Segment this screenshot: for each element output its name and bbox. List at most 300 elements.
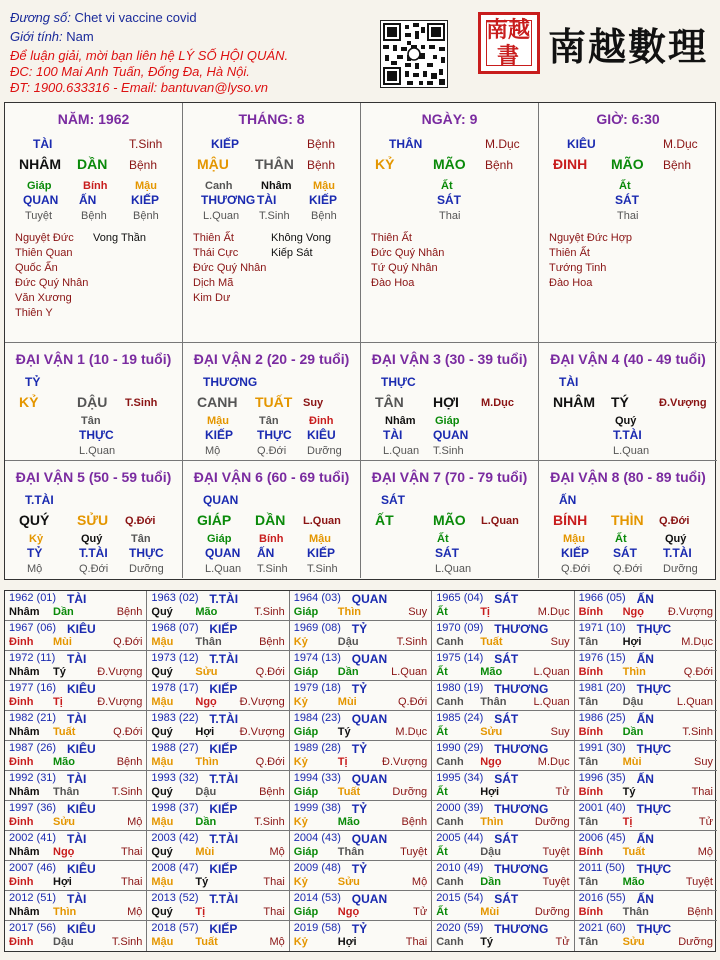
year-branch: Mùi <box>480 906 500 918</box>
year-life-stage: Tử <box>555 786 570 798</box>
year-life-stage: T.Sinh <box>396 636 428 648</box>
earthly-branch: DẦN <box>77 156 108 172</box>
luck-stem: TÂN <box>375 394 404 410</box>
auspicious-star: Nguyệt Đức <box>15 232 74 244</box>
year-life-stage: Suy <box>550 636 570 648</box>
luck-pillar-title: ĐẠI VẬN 5 (50 - 59 tuổi) <box>15 469 172 485</box>
year-branch: Thìn <box>337 606 362 618</box>
year-cell <box>290 861 432 891</box>
year-label: 2014 (53) <box>293 892 341 904</box>
year-label: 1978 (17) <box>151 682 199 694</box>
year-branch: Tị <box>480 606 490 618</box>
year-ten-god: THƯƠNG <box>494 622 549 636</box>
year-stem: Bính <box>578 786 604 798</box>
year-ten-god: KIÊU <box>67 742 96 756</box>
earthly-branch: THÂN <box>255 156 294 172</box>
luck-pillar-title: ĐẠI VẬN 1 (10 - 19 tuổi) <box>15 351 172 367</box>
year-ten-god: QUAN <box>351 652 388 666</box>
year-ten-god: QUAN <box>351 892 388 906</box>
year-cell <box>432 741 574 771</box>
year-branch: Tý <box>337 726 351 738</box>
year-ten-god: TÀI <box>67 892 87 906</box>
year-label: 1989 (28) <box>293 742 341 754</box>
year-life-stage: Suy <box>550 726 570 738</box>
year-label: 1988 (27) <box>151 742 199 754</box>
year-life-stage: Dưỡng <box>534 906 570 918</box>
year-branch: Mão <box>622 876 645 888</box>
year-label: 2000 (39) <box>436 802 484 814</box>
luck-hidden-stage: T.Sinh <box>257 563 288 575</box>
year-label: 1986 (25) <box>578 712 626 724</box>
luck-hidden-ten-god: KIÊU <box>307 428 336 442</box>
year-branch: Dậu <box>195 786 217 798</box>
luck-hidden-stem: Mậu <box>207 415 229 427</box>
year-stem: Giáp <box>293 726 319 738</box>
luck-life-stage: Đ.Vượng <box>659 397 707 409</box>
luck-hidden-stem: Tân <box>131 533 151 545</box>
year-life-stage: Tuyệt <box>400 846 428 858</box>
year-cell <box>147 801 289 831</box>
year-label: 2015 (54) <box>436 892 484 904</box>
luck-hidden-stem: Ất <box>615 533 627 545</box>
luck-stem: NHÂM <box>553 394 595 410</box>
year-label: 1963 (02) <box>151 592 199 604</box>
year-branch: Tý <box>480 936 494 948</box>
luck-hidden-stage: Dưỡng <box>307 445 342 457</box>
year-cell <box>575 831 717 861</box>
year-life-stage: M.Dục <box>681 636 713 648</box>
year-cell <box>5 891 147 921</box>
year-cell <box>432 621 574 651</box>
luck-pillar-cell <box>539 343 717 461</box>
year-stem: Quý <box>151 726 173 738</box>
year-label: 1990 (29) <box>436 742 484 754</box>
ten-god-label: KIẾP <box>211 137 240 151</box>
luck-hidden-stem: Quý <box>665 533 687 545</box>
year-stem: Quý <box>151 606 173 618</box>
year-life-stage: Tuyệt <box>542 846 570 858</box>
luck-hidden-stem: Mậu <box>563 533 585 545</box>
year-ten-god: TỶ <box>351 682 368 696</box>
luck-hidden-stage: Dưỡng <box>663 563 698 575</box>
year-cell <box>290 801 432 831</box>
year-stem: Kỷ <box>293 816 308 828</box>
year-label: 1999 (38) <box>293 802 341 814</box>
year-ten-god: ẤN <box>636 652 654 666</box>
auspicious-star: Tứ Quý Nhân <box>371 262 438 274</box>
hidden-stage: Bệnh <box>81 210 107 222</box>
heavenly-stem: MẬU <box>197 156 229 172</box>
year-stem: Ất <box>436 666 448 678</box>
luck-ten-god: ẤN <box>559 493 577 507</box>
year-cell <box>147 891 289 921</box>
luck-hidden-stage: L.Quan <box>79 445 116 457</box>
year-ten-god: TỶ <box>351 922 368 936</box>
luck-hidden-stage: T.Sinh <box>307 563 338 575</box>
year-ten-god: TÀI <box>67 832 87 846</box>
year-branch: Thân <box>480 696 507 708</box>
year-branch: Sửu <box>337 876 360 888</box>
year-life-stage: M.Dục <box>537 606 570 618</box>
year-branch: Tý <box>53 666 66 678</box>
year-branch: Thân <box>195 636 222 648</box>
year-cell <box>5 711 147 741</box>
year-cell <box>432 591 574 621</box>
year-life-stage: Bệnh <box>259 636 285 648</box>
year-label: 2011 (50) <box>578 862 625 874</box>
year-life-stage: M.Dục <box>537 756 570 768</box>
year-label: 1973 (12) <box>151 652 199 664</box>
year-label: 1992 (31) <box>9 772 57 784</box>
year-cell <box>575 741 717 771</box>
year-label: 1966 (05) <box>578 592 626 604</box>
luck-hidden-ten-god: THỰC <box>257 428 292 442</box>
year-label: 1964 (03) <box>293 592 341 604</box>
year-ten-god: SÁT <box>494 892 519 906</box>
year-cell <box>147 831 289 861</box>
year-ten-god: ẤN <box>636 892 654 906</box>
year-cell <box>432 711 574 741</box>
year-ten-god: QUAN <box>351 772 388 786</box>
year-branch: Tý <box>622 786 636 798</box>
year-cell <box>290 681 432 711</box>
auspicious-star: Đào Hoa <box>371 277 415 289</box>
brand-title: 南越數理 <box>548 24 709 69</box>
year-stem: Bính <box>578 666 604 678</box>
luck-pillar-cell <box>361 343 539 461</box>
year-stem: Bính <box>578 726 604 738</box>
year-life-stage: Đ.Vượng <box>239 726 285 738</box>
year-cell <box>575 711 717 741</box>
year-stem: Quý <box>151 786 173 798</box>
year-ten-god: KIÊU <box>67 922 96 936</box>
year-branch: Sửu <box>195 666 218 678</box>
year-label: 1970 (09) <box>436 622 484 634</box>
year-cell <box>5 831 147 861</box>
year-stem: Giáp <box>293 906 319 918</box>
year-label: 1972 (11) <box>9 652 56 664</box>
luck-pillar-title: ĐẠI VẬN 6 (60 - 69 tuổi) <box>193 469 350 485</box>
year-branch: Mùi <box>337 696 357 708</box>
year-label: 2013 (52) <box>151 892 199 904</box>
hidden-ten-god: SÁT <box>615 193 639 207</box>
luck-branch: SỬU <box>77 512 109 528</box>
luck-hidden-stage: Dưỡng <box>129 563 164 575</box>
year-ten-god: SÁT <box>494 712 519 726</box>
year-cell <box>5 651 147 681</box>
year-stem: Ất <box>436 906 448 918</box>
luck-hidden-ten-god: T.TÀI <box>79 546 108 560</box>
year-stem: Canh <box>436 816 464 828</box>
year-life-stage: Q.Đới <box>683 666 713 678</box>
year-life-stage: Dưỡng <box>534 816 570 828</box>
year-branch: Dần <box>195 816 217 828</box>
year-life-stage: Tuyệt <box>542 876 570 888</box>
ten-god-label: TÀI <box>33 137 53 151</box>
year-label: 1997 (36) <box>9 802 57 814</box>
luck-pillar-title: ĐẠI VẬN 4 (40 - 49 tuổi) <box>550 351 706 367</box>
luck-hidden-ten-god: THỰC <box>79 428 114 442</box>
year-ten-god: KIÊU <box>67 862 96 876</box>
luck-life-stage: Q.Đới <box>125 515 156 527</box>
year-life-stage: Q.Đới <box>113 636 143 648</box>
year-cell <box>432 831 574 861</box>
year-label: 1985 (24) <box>436 712 484 724</box>
year-stem: Kỷ <box>293 756 308 768</box>
hidden-stem: Bính <box>83 180 108 192</box>
year-stem: Tân <box>578 696 599 708</box>
inauspicious-star: Kiếp Sát <box>271 247 313 259</box>
year-ten-god: TÀI <box>67 652 87 666</box>
year-stem: Tân <box>578 936 599 948</box>
year-ten-god: T.TÀI <box>209 832 239 846</box>
luck-hidden-stage: L.Quan <box>383 445 420 457</box>
year-life-stage: Suy <box>694 756 713 768</box>
year-life-stage: Dưỡng <box>678 936 713 948</box>
year-cell <box>432 861 574 891</box>
hidden-stage: Tuyệt <box>25 210 53 222</box>
luck-branch: DẦN <box>255 512 286 528</box>
branch-stage: Bệnh <box>485 158 514 172</box>
year-label: 1975 (14) <box>436 652 484 664</box>
year-stem: Đinh <box>9 636 34 648</box>
year-cell <box>575 591 717 621</box>
year-label: 1987 (26) <box>9 742 57 754</box>
year-ten-god: THỰC <box>636 682 672 696</box>
year-stem: Tân <box>578 876 599 888</box>
qr-code-graphic <box>381 21 447 87</box>
year-branch: Tuất <box>480 636 503 648</box>
year-life-stage: Mộ <box>411 876 428 888</box>
year-life-stage: Thai <box>263 906 285 918</box>
year-label: 2008 (47) <box>151 862 199 874</box>
year-branch: Ngọ <box>480 756 502 768</box>
year-label: 1994 (33) <box>293 772 341 784</box>
year-stem: Canh <box>436 756 464 768</box>
year-branch: Sửu <box>480 726 503 738</box>
year-branch: Mùi <box>622 756 642 768</box>
year-stem: Đinh <box>9 936 34 948</box>
year-ten-god: SÁT <box>494 832 519 846</box>
life-stage-label: T.Sinh <box>129 137 163 151</box>
auspicious-star: Thái Cực <box>193 247 239 259</box>
year-ten-god: T.TÀI <box>209 652 239 666</box>
year-ten-god: THƯƠNG <box>494 742 549 756</box>
luck-hidden-stem: Giáp <box>207 533 232 545</box>
year-branch: Thân <box>53 786 80 798</box>
year-cell <box>5 621 147 651</box>
owner-label: Đương số: <box>10 10 71 25</box>
year-cell <box>290 831 432 861</box>
year-label: 2001 (40) <box>578 802 626 814</box>
year-label: 1974 (13) <box>293 652 341 664</box>
year-branch: Dần <box>622 726 644 738</box>
year-stem: Bính <box>578 846 604 858</box>
luck-hidden-stem: Ất <box>437 533 449 545</box>
year-branch: Dậu <box>337 636 359 648</box>
year-branch: Dậu <box>53 936 74 948</box>
year-life-stage: Tuyệt <box>685 876 713 888</box>
year-ten-god: KIẾP <box>209 682 238 696</box>
inauspicious-star: Vong Thần <box>93 232 147 244</box>
year-stem: Giáp <box>293 846 319 858</box>
year-life-stage: L.Quan <box>676 696 713 708</box>
year-ten-god: QUAN <box>351 712 388 726</box>
seal-text: 南越書 <box>485 17 530 69</box>
year-stem: Mậu <box>151 816 174 828</box>
luck-pillar-title: ĐẠI VẬN 7 (70 - 79 tuổi) <box>371 469 528 485</box>
year-cell <box>575 621 717 651</box>
year-ten-god: THỰC <box>636 802 672 816</box>
year-life-stage: Mộ <box>127 906 143 918</box>
luck-hidden-stage: Q.Đới <box>613 563 643 575</box>
luck-hidden-stage: Q.Đới <box>257 445 287 457</box>
year-branch: Thân <box>622 906 649 918</box>
hidden-stem: Ất <box>619 180 631 192</box>
year-stem: Bính <box>578 906 604 918</box>
year-branch: Hợi <box>53 876 72 888</box>
year-life-stage: T.Sinh <box>254 606 285 618</box>
year-ten-god: TÀI <box>67 592 87 606</box>
branch-stage: Bệnh <box>129 158 158 172</box>
luck-hidden-stage: L.Quan <box>435 563 472 575</box>
year-branch: Thìn <box>622 666 646 678</box>
luck-hidden-ten-god: KIẾP <box>307 546 336 560</box>
inauspicious-star: Không Vong <box>271 232 331 244</box>
year-stem: Đinh <box>9 816 34 828</box>
year-branch: Hợi <box>337 936 357 948</box>
year-label: 2020 (59) <box>436 922 484 934</box>
auspicious-star: Kim Dư <box>193 292 231 304</box>
hidden-ten-god: TÀI <box>257 193 277 207</box>
year-branch: Ngọ <box>337 906 360 918</box>
qr-code-icon[interactable] <box>380 20 448 88</box>
hidden-ten-god: ẤN <box>79 193 97 207</box>
year-stem: Bính <box>578 606 604 618</box>
hidden-stem: Mậu <box>135 180 157 192</box>
luck-hidden-ten-god: T.TÀI <box>663 546 692 560</box>
luck-hidden-ten-god: TỶ <box>27 546 43 560</box>
year-cell <box>290 651 432 681</box>
year-cell <box>432 651 574 681</box>
year-ten-god: THƯƠNG <box>494 802 549 816</box>
luck-hidden-ten-god: TÀI <box>383 428 403 442</box>
luck-hidden-stem: Tân <box>81 415 101 427</box>
year-branch: Tuất <box>195 936 218 948</box>
year-life-stage: Dưỡng <box>392 786 428 798</box>
year-label: 2012 (51) <box>9 892 57 904</box>
year-cell <box>432 801 574 831</box>
luck-hidden-stage: L.Quan <box>613 445 650 457</box>
luck-life-stage: L.Quan <box>303 515 341 527</box>
year-ten-god: ẤN <box>636 592 654 606</box>
luck-stem: GIÁP <box>197 512 232 528</box>
luck-hidden-stem: Đinh <box>309 415 334 427</box>
luck-hidden-stem: Bính <box>259 533 284 545</box>
year-cell <box>5 861 147 891</box>
year-label: 2018 (57) <box>151 922 199 934</box>
year-stem: Đinh <box>9 696 34 708</box>
ten-god-label: THÂN <box>389 137 423 151</box>
year-label: 2021 (60) <box>578 922 626 934</box>
year-ten-god: TỶ <box>351 862 368 876</box>
year-stem: Quý <box>151 846 173 858</box>
year-label: 1984 (23) <box>293 712 341 724</box>
pillar-cell <box>361 103 539 343</box>
year-life-stage: L.Quan <box>391 666 428 678</box>
year-cell <box>575 921 717 951</box>
year-life-stage: Q.Đới <box>397 696 428 708</box>
year-label: 1982 (21) <box>9 712 57 724</box>
contact-line: Để luận giải, mời bạn liên hệ LÝ SỐ HỘI QUÁN. <box>10 48 289 63</box>
luck-stem: CANH <box>197 394 238 410</box>
year-stem: Canh <box>436 696 464 708</box>
heavenly-stem: KỶ <box>375 156 395 172</box>
year-life-stage: Mộ <box>697 846 713 858</box>
seal-stamp <box>478 12 540 74</box>
year-cell <box>147 771 289 801</box>
pillar-cell <box>183 103 361 343</box>
luck-hidden-stem: Kỷ <box>29 533 44 545</box>
year-ten-god: ẤN <box>636 712 654 726</box>
year-label: 1965 (04) <box>436 592 484 604</box>
luck-pillar-cell <box>5 343 183 461</box>
year-label: 1993 (32) <box>151 772 199 784</box>
year-ten-god: TÀI <box>67 772 87 786</box>
year-stem: Giáp <box>293 786 319 798</box>
year-life-stage: Thai <box>120 876 143 888</box>
year-stem: Kỷ <box>293 636 308 648</box>
year-stem: Mậu <box>151 876 174 888</box>
year-branch: Mão <box>337 816 360 828</box>
year-label: 2010 (49) <box>436 862 484 874</box>
hidden-stem: Nhâm <box>261 180 292 192</box>
luck-pillar-title: ĐẠI VẬN 2 (20 - 29 tuổi) <box>193 351 350 367</box>
year-stem: Tân <box>578 636 599 648</box>
year-ten-god: KIẾP <box>209 742 238 756</box>
year-life-stage: T.Sinh <box>254 816 285 828</box>
year-branch: Ngọ <box>622 606 644 618</box>
hidden-stage: Thai <box>617 210 639 222</box>
year-life-stage: Đ.Vượng <box>382 756 428 768</box>
year-label: 2003 (42) <box>151 832 199 844</box>
auspicious-star: Đức Quý Nhân <box>15 277 89 289</box>
year-life-stage: Bệnh <box>259 786 285 798</box>
year-life-stage: M.Dục <box>395 726 428 738</box>
year-label: 1967 (06) <box>9 622 57 634</box>
luck-branch: TÝ <box>611 394 629 410</box>
year-branch: Tý <box>195 876 209 888</box>
year-cell <box>5 771 147 801</box>
year-label: 1995 (34) <box>436 772 484 784</box>
year-ten-god: TÀI <box>67 712 87 726</box>
year-label: 2006 (45) <box>578 832 626 844</box>
header <box>0 0 720 100</box>
luck-hidden-stage: T.Sinh <box>433 445 464 457</box>
year-cell <box>147 591 289 621</box>
luck-ten-god: THỰC <box>381 375 416 389</box>
year-stem: Nhâm <box>9 906 40 918</box>
luck-hidden-stage: Mộ <box>27 563 43 575</box>
year-ten-god: THỰC <box>636 922 672 936</box>
year-cell <box>290 711 432 741</box>
year-label: 1969 (08) <box>293 622 341 634</box>
luck-pillar-cell <box>183 461 361 578</box>
luck-hidden-ten-god: THỰC <box>129 546 164 560</box>
year-cell <box>290 621 432 651</box>
luck-life-stage: L.Quan <box>481 515 519 527</box>
year-cell <box>432 771 574 801</box>
